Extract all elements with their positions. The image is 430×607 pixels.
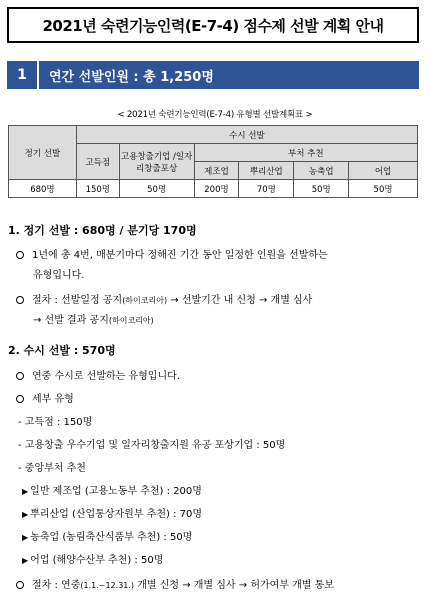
cell-fishery: 50명	[349, 180, 418, 198]
occasional-types-text: 세부 유형	[32, 394, 74, 405]
ministry-root-industry	[22, 510, 202, 520]
triangle-bullet-icon: ▶	[22, 556, 29, 565]
type-job-creation: - 고용창출 우수기업 및 일자리창출지원 유공 포상기업 : 50명	[18, 440, 286, 451]
occasional-procedure	[16, 581, 334, 591]
header-regular: 정기 선발	[9, 126, 77, 180]
circle-bullet-icon	[16, 372, 24, 380]
ministry-agri-livestock	[22, 533, 192, 543]
regular-procedure-result: → 선발 결과 공지	[33, 315, 109, 326]
circle-bullet-icon	[16, 581, 24, 589]
section-title: 연간 선발인원 : 총 1,250명	[49, 69, 214, 85]
ministry-fishery-text: 어업 (해양수산부 추천) : 50명	[30, 555, 164, 566]
triangle-bullet-icon: ▶	[22, 533, 29, 542]
header-high-score: 고득점	[76, 144, 119, 180]
page-title	[7, 7, 419, 43]
cell-job-creation: 50명	[119, 180, 194, 198]
regular-desc-line1	[16, 251, 328, 261]
section-number: 1	[7, 61, 39, 89]
triangle-bullet-icon: ▶	[22, 487, 29, 496]
ministry-root-industry-text: 뿌리산업 (산업통상자원부 추천) : 70명	[30, 509, 203, 520]
header-ministry-recommend: 부처 추천	[194, 144, 417, 162]
cell-root-industry: 70명	[239, 180, 294, 198]
circle-bullet-icon	[16, 296, 24, 304]
header-manufacturing: 제조업	[194, 162, 239, 180]
cell-manufacturing: 200명	[194, 180, 239, 198]
regular-procedure-line1	[16, 296, 312, 306]
header-root-industry: 뿌리산업	[239, 162, 294, 180]
occasional-desc	[16, 372, 180, 382]
section-regular-heading: 1. 정기 선발 : 680명 / 분기당 170명	[8, 224, 197, 237]
regular-procedure-line2	[33, 316, 154, 326]
occasional-desc-text: 연중 수시로 선발하는 유형입니다.	[32, 371, 180, 382]
type-high-score: - 고득점 : 150명	[18, 417, 93, 428]
ministry-fishery	[22, 556, 163, 566]
occasional-types	[16, 395, 74, 405]
page-title-text: 2021년 숙련기능인력(E-7-4) 점수제 선발 계획 안내	[42, 16, 384, 35]
header-job-creation: 고용창출기업 /일자리창출포상	[119, 144, 194, 180]
cell-high-score: 150명	[76, 180, 119, 198]
hikorea-note: (하이코리아)	[108, 316, 154, 325]
section-occasional-heading: 2. 수시 선발 : 570명	[8, 344, 116, 357]
ministry-agri-livestock-text: 농축업 (농림축산식품부 추천) : 50명	[30, 532, 193, 543]
regular-procedure-steps: → 선발기간 내 신청 → 개별 심사	[167, 295, 313, 306]
occasional-procedure-dates: (1.1.~12.31.)	[80, 581, 135, 590]
hikorea-note: (하이코리아)	[122, 296, 168, 305]
ministry-manufacturing-text: 일반 제조업 (고용노동부 추천) : 200명	[30, 486, 202, 497]
selection-plan-table	[8, 125, 418, 198]
header-fishery: 어업	[349, 162, 418, 180]
regular-procedure-text: 절차 : 선발일정 공지	[32, 295, 123, 306]
triangle-bullet-icon: ▶	[22, 510, 29, 519]
regular-desc-text: 1년에 총 4번, 매분기마다 정해진 기간 동안 일정한 인원을 선발하는	[32, 250, 328, 261]
occasional-procedure-steps: 개별 신청 → 개별 심사 → 허가여부 개별 통보	[134, 580, 334, 591]
occasional-procedure-text: 절차 : 연중	[32, 580, 81, 591]
section-1-header	[7, 61, 419, 89]
regular-desc-line2: 유형입니다.	[33, 270, 85, 281]
table-caption: < 2021년 숙련기능인력(E-7-4) 유형별 선발계획표 >	[117, 110, 313, 120]
cell-regular: 680명	[9, 180, 77, 198]
circle-bullet-icon	[16, 395, 24, 403]
circle-bullet-icon	[16, 251, 24, 259]
cell-agri-livestock: 50명	[294, 180, 349, 198]
ministry-manufacturing	[22, 487, 202, 497]
header-occasional: 수시 선발	[76, 126, 417, 144]
type-ministry: - 중앙부처 추천	[18, 463, 86, 474]
header-agri-livestock: 농축업	[294, 162, 349, 180]
